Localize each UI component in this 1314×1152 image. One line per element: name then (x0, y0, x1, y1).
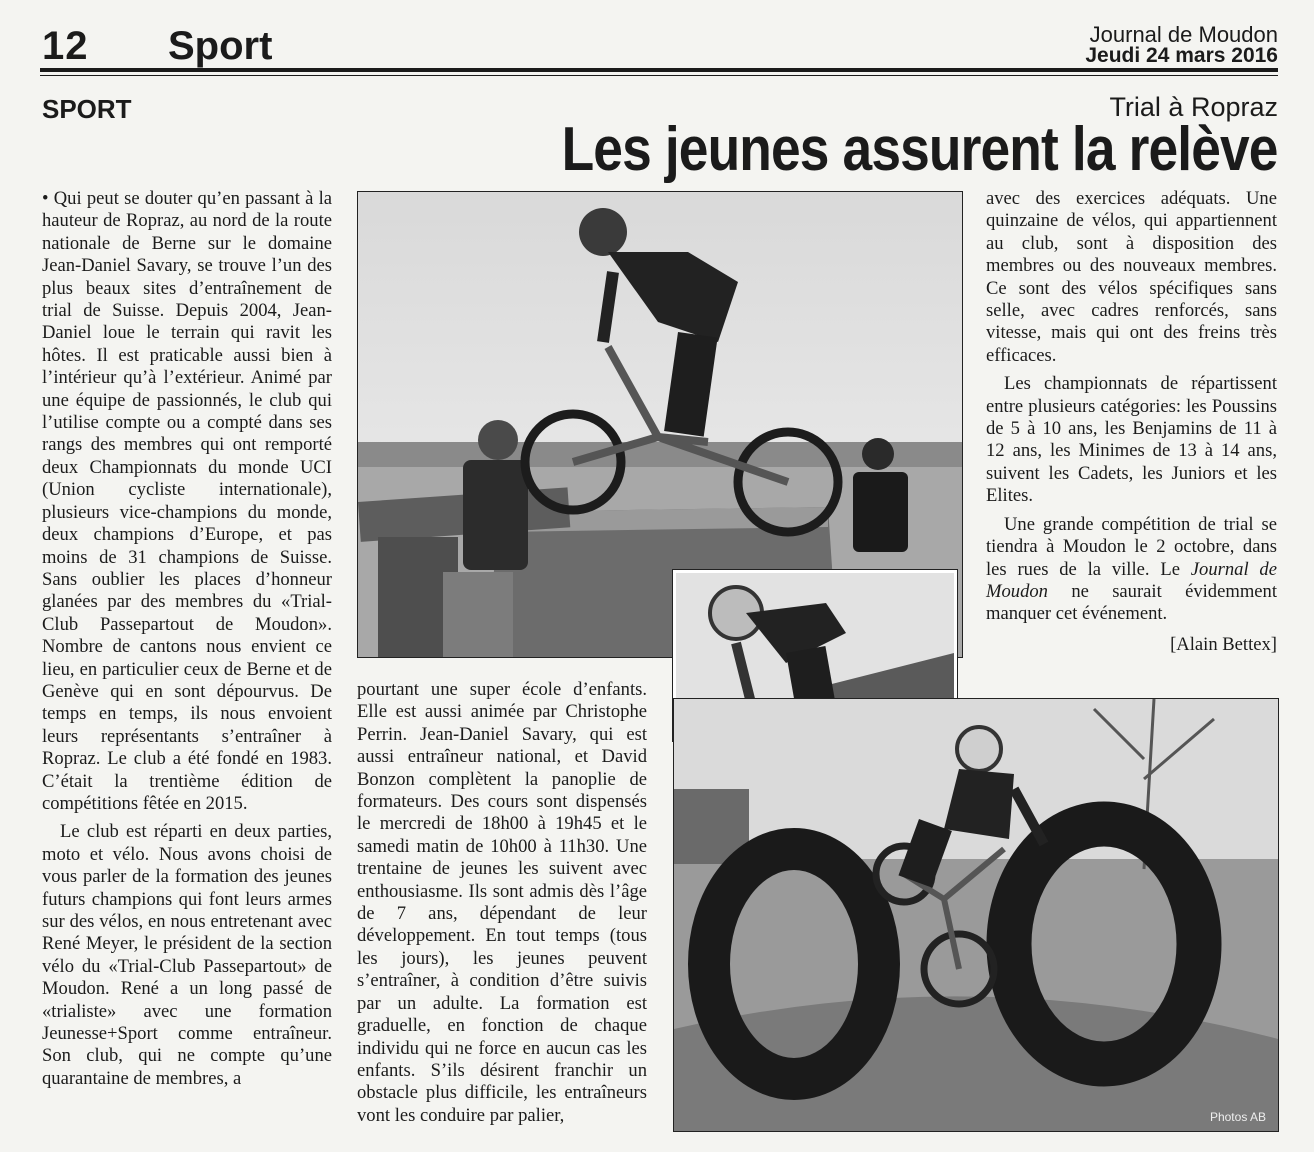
page-number: 12 (42, 24, 89, 68)
paragraph: • Qui peut se douter qu’en passant à la hauteur de Ropraz, au nord de la route nationale de Berne sur le domaine Jean-Daniel Savary, se trouve l’un des plus beaux sites d’entraînement de trial de Suisse. Depuis 2004, Jean-Daniel loue le terrain qui ravit les hôtes. Il est praticable aussi bien à l’intérieur qu’à l’extérieur. Animé par une équipe de passionnés, le club qui l’utilise compte ou a compté dans ses rangs des membres qui ont remporté deux Championnats du monde UCI (Union cycliste internationale), plusieurs vice-champions du monde, deux champions d’Europe, et pas moins de 31 champions de Suisse. Sans oublier les places d’honneur glanées par des membres du «Trial-Club Passepartout de Moudon». Nombre de cantons nous envient ce lieu, en particulier ceux de Berne et de Genève qui en sont dépourvus. De temps en temps, ils nous envoient leurs représentants s’entraîner à Ropraz. Le club a été fondé en 1983. C’était la trentième édition de compétitions fêtée en 2015. (42, 188, 332, 814)
header-rule-thin (40, 75, 1278, 76)
paragraph: Les championnats de répartissent entre plusieurs catégories: les Poussins de 5 à 10 ans, les Benjamins de 11 à 12 ans, les Minimes de 13 à 14 ans, suivent les Cadets, les Juniors et les Elites. (986, 373, 1277, 507)
newspaper-name-italic: Journal de Moudon (986, 558, 1277, 602)
paragraph: Le club est réparti en deux parties, moto et vélo. Nous avons choisi de vous parler de la formation des jeunes futurs champions qui font leurs armes sur des vélos, en nous entretenant avec René Meyer, le président de la section vélo du «Trial-Club Passepartout» de Moudon. René a un long passé de «trialiste» avec une formation Jeunesse+Sport comme entraîneur. Son club, qui ne compte qu’une quarantaine de membres, a (42, 821, 332, 1089)
section-title: Sport (168, 24, 273, 68)
article-column-3 (986, 188, 1277, 656)
issue-date: Jeudi 24 mars 2016 (1085, 44, 1278, 67)
photo-credit: Photos AB (1209, 1110, 1266, 1124)
paragraph: pourtant une super école d’enfants. Elle est aussi animée par Christophe Perrin. Jean-Daniel Savary, qui est aussi entraîneur national, et David Bonzon complètent la panoplie de formateurs. Des cours sont dispensés le mercredi de 18h00 à 19h45 et le samedi matin de 10h00 à 11h30. Une trentaine de jeunes les suivent avec enthousiasme. Ils sont admis dès l’âge de 7 ans, dépendant de leur développement. En tout temps (tous les jours), les jeunes peuvent s’entraîner, à condition d’être suivis par un adulte. La formation est graduelle, en fonction de chaque individu qui ne force en aucun cas les enfants. S’ils désirent franchir un obstacle plus difficile, les entraîneurs vont les conduire par palier, (357, 679, 647, 1126)
author-byline: [Alain Bettex] (1170, 633, 1277, 655)
paragraph: avec des exercices adéquats. Une quinzaine de vélos, qui appartiennent au club, sont à disposition des membres ou des nouveaux membres. Ce sont des vélos spécifiques sans selle, avec cadres renforcés, sans vitesse, mais qui ont des freins très efficaces. (986, 188, 1277, 366)
article-column-2 (357, 679, 647, 1133)
article-headline: Les jeunes assurent la relève (561, 115, 1278, 184)
article-kicker: Trial à Ropraz (1109, 92, 1278, 122)
paragraph-text: ne saurait évidemment manquer cet événement. (986, 580, 1277, 625)
paragraph (986, 514, 1277, 626)
header-rule (40, 68, 1278, 72)
paragraph-text: Une grande compétition de trial se tiendra à Moudon le 2 octobre, dans les rues de la ville. Le (986, 513, 1277, 580)
rubric-label: SPORT (42, 94, 132, 124)
article-column-1 (42, 188, 332, 1096)
newspaper-name: Journal de Moudon (1089, 22, 1278, 47)
photo-rider-between-tyres (673, 698, 1279, 1132)
